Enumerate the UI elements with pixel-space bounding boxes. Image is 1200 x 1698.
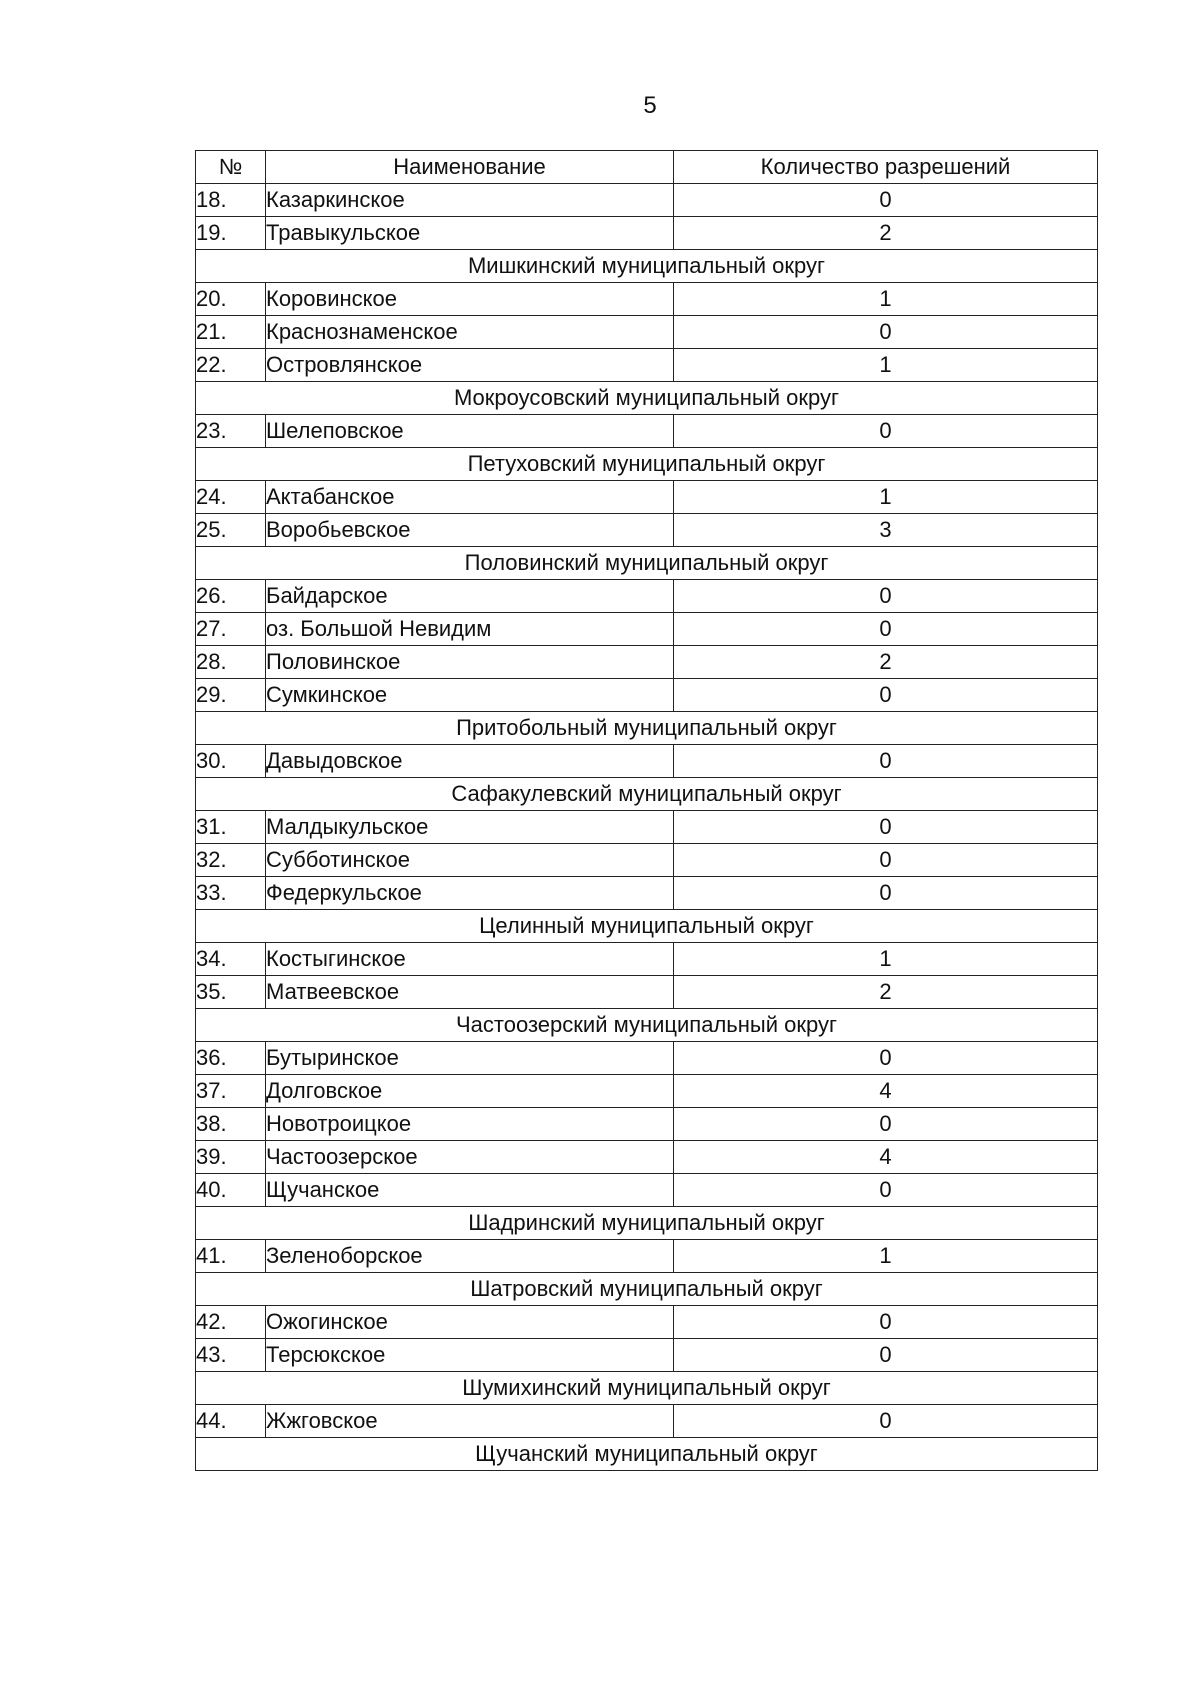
- permit-count: 0: [674, 877, 1098, 910]
- settlement-name: Давыдовское: [266, 745, 674, 778]
- settlement-name: Жжговское: [266, 1405, 674, 1438]
- row-number: 41.: [196, 1240, 266, 1273]
- settlement-name: Малдыкульское: [266, 811, 674, 844]
- row-number: 18.: [196, 184, 266, 217]
- row-number: 27.: [196, 613, 266, 646]
- district-row: [196, 910, 1098, 943]
- table-row: [196, 679, 1098, 712]
- table-row: [196, 481, 1098, 514]
- district-row: [196, 547, 1098, 580]
- table-row: [196, 580, 1098, 613]
- settlement-name: Ожогинское: [266, 1306, 674, 1339]
- table-row: [196, 1405, 1098, 1438]
- district-row: [196, 712, 1098, 745]
- table-row: [196, 811, 1098, 844]
- settlement-name: Травыкульское: [266, 217, 674, 250]
- permit-count: 0: [674, 1339, 1098, 1372]
- settlement-name: Зеленоборское: [266, 1240, 674, 1273]
- row-number: 28.: [196, 646, 266, 679]
- district-row: [196, 1372, 1098, 1405]
- permit-count: 0: [674, 316, 1098, 349]
- row-number: 19.: [196, 217, 266, 250]
- permit-count: 0: [674, 415, 1098, 448]
- row-number: 34.: [196, 943, 266, 976]
- row-number: 24.: [196, 481, 266, 514]
- table-row: [196, 1306, 1098, 1339]
- table-row: [196, 1075, 1098, 1108]
- settlement-name: Половинское: [266, 646, 674, 679]
- district-title: Шадринский муниципальный округ: [196, 1207, 1098, 1240]
- table-row: [196, 613, 1098, 646]
- table-row: [196, 646, 1098, 679]
- table-row: [196, 1339, 1098, 1372]
- permit-count: 3: [674, 514, 1098, 547]
- table-row: [196, 1108, 1098, 1141]
- district-title: Частоозерский муниципальный округ: [196, 1009, 1098, 1042]
- table-row: [196, 316, 1098, 349]
- table-body: [196, 184, 1098, 1471]
- settlement-name: Терсюкское: [266, 1339, 674, 1372]
- district-title: Щучанский муниципальный округ: [196, 1438, 1098, 1471]
- header-count: Количество разрешений: [674, 151, 1098, 184]
- table-row: [196, 1174, 1098, 1207]
- settlement-name: Бутыринское: [266, 1042, 674, 1075]
- row-number: 35.: [196, 976, 266, 1009]
- settlement-name: Шелеповское: [266, 415, 674, 448]
- row-number: 38.: [196, 1108, 266, 1141]
- table-row: [196, 745, 1098, 778]
- permit-count: 0: [674, 679, 1098, 712]
- table-row: [196, 844, 1098, 877]
- permit-count: 4: [674, 1075, 1098, 1108]
- district-row: [196, 1207, 1098, 1240]
- header-name: Наименование: [266, 151, 674, 184]
- permit-count: 1: [674, 1240, 1098, 1273]
- settlement-name: оз. Большой Невидим: [266, 613, 674, 646]
- table-row: [196, 217, 1098, 250]
- district-title: Мишкинский муниципальный округ: [196, 250, 1098, 283]
- permits-table: [195, 150, 1098, 1471]
- table-header-row: [196, 151, 1098, 184]
- settlement-name: Федеркульское: [266, 877, 674, 910]
- permit-count: 0: [674, 844, 1098, 877]
- permit-count: 0: [674, 1042, 1098, 1075]
- settlement-name: Костыгинское: [266, 943, 674, 976]
- district-title: Шумихинский муниципальный округ: [196, 1372, 1098, 1405]
- row-number: 30.: [196, 745, 266, 778]
- settlement-name: Долговское: [266, 1075, 674, 1108]
- district-row: [196, 778, 1098, 811]
- district-row: [196, 250, 1098, 283]
- row-number: 39.: [196, 1141, 266, 1174]
- district-title: Половинский муниципальный округ: [196, 547, 1098, 580]
- row-number: 37.: [196, 1075, 266, 1108]
- table-row: [196, 976, 1098, 1009]
- row-number: 43.: [196, 1339, 266, 1372]
- permit-count: 2: [674, 976, 1098, 1009]
- permit-count: 0: [674, 1174, 1098, 1207]
- permit-count: 0: [674, 811, 1098, 844]
- row-number: 31.: [196, 811, 266, 844]
- row-number: 40.: [196, 1174, 266, 1207]
- table-row: [196, 1240, 1098, 1273]
- table-row: [196, 415, 1098, 448]
- district-row: [196, 1438, 1098, 1471]
- table-row: [196, 1141, 1098, 1174]
- table-row: [196, 1042, 1098, 1075]
- permit-count: 0: [674, 745, 1098, 778]
- permit-count: 1: [674, 481, 1098, 514]
- permit-count: 1: [674, 283, 1098, 316]
- district-row: [196, 1273, 1098, 1306]
- permit-count: 2: [674, 646, 1098, 679]
- settlement-name: Коровинское: [266, 283, 674, 316]
- settlement-name: Краснознаменское: [266, 316, 674, 349]
- permit-count: 0: [674, 1405, 1098, 1438]
- district-title: Шатровский муниципальный округ: [196, 1273, 1098, 1306]
- district-title: Целинный муниципальный округ: [196, 910, 1098, 943]
- district-title: Петуховский муниципальный округ: [196, 448, 1098, 481]
- settlement-name: Новотроицкое: [266, 1108, 674, 1141]
- permit-count: 0: [674, 613, 1098, 646]
- district-title: Сафакулевский муниципальный округ: [196, 778, 1098, 811]
- permit-count: 1: [674, 349, 1098, 382]
- row-number: 26.: [196, 580, 266, 613]
- row-number: 33.: [196, 877, 266, 910]
- district-title: Притобольный муниципальный округ: [196, 712, 1098, 745]
- row-number: 21.: [196, 316, 266, 349]
- settlement-name: Воробьевское: [266, 514, 674, 547]
- row-number: 23.: [196, 415, 266, 448]
- row-number: 29.: [196, 679, 266, 712]
- page-number: 5: [643, 92, 657, 119]
- district-row: [196, 1009, 1098, 1042]
- settlement-name: Актабанское: [266, 481, 674, 514]
- row-number: 36.: [196, 1042, 266, 1075]
- table-row: [196, 184, 1098, 217]
- table-row: [196, 283, 1098, 316]
- district-row: [196, 448, 1098, 481]
- settlement-name: Матвеевское: [266, 976, 674, 1009]
- settlement-name: Казаркинское: [266, 184, 674, 217]
- settlement-name: Сумкинское: [266, 679, 674, 712]
- table-row: [196, 514, 1098, 547]
- permit-count: 0: [674, 1306, 1098, 1339]
- permit-count: 0: [674, 184, 1098, 217]
- row-number: 44.: [196, 1405, 266, 1438]
- permit-count: 0: [674, 1108, 1098, 1141]
- table-row: [196, 943, 1098, 976]
- permit-count: 0: [674, 580, 1098, 613]
- header-number: №: [196, 151, 266, 184]
- permit-count: 4: [674, 1141, 1098, 1174]
- row-number: 25.: [196, 514, 266, 547]
- settlement-name: Байдарское: [266, 580, 674, 613]
- row-number: 32.: [196, 844, 266, 877]
- table-row: [196, 877, 1098, 910]
- settlement-name: Островлянское: [266, 349, 674, 382]
- row-number: 42.: [196, 1306, 266, 1339]
- district-row: [196, 382, 1098, 415]
- settlement-name: Частоозерское: [266, 1141, 674, 1174]
- settlement-name: Субботинское: [266, 844, 674, 877]
- district-title: Мокроусовский муниципальный округ: [196, 382, 1098, 415]
- permit-count: 2: [674, 217, 1098, 250]
- permit-count: 1: [674, 943, 1098, 976]
- table-row: [196, 349, 1098, 382]
- row-number: 22.: [196, 349, 266, 382]
- settlement-name: Щучанское: [266, 1174, 674, 1207]
- row-number: 20.: [196, 283, 266, 316]
